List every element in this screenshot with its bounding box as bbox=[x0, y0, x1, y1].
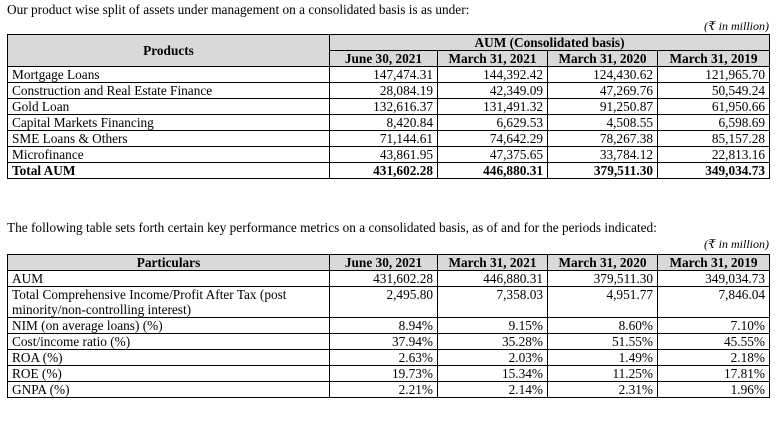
unit-note-table2: (₹ in million) bbox=[704, 237, 769, 251]
cell-value: 2.18% bbox=[658, 350, 770, 366]
header-period: March 31, 2020 bbox=[548, 255, 658, 271]
cell-value: 19.73% bbox=[330, 366, 438, 382]
cell-value: 1.96% bbox=[658, 382, 770, 398]
cell-value: 131,491.32 bbox=[438, 99, 548, 115]
table-row bbox=[8, 287, 770, 318]
aum-table bbox=[7, 34, 770, 179]
cell-value: 6,598.69 bbox=[658, 115, 770, 131]
cell-value: 431,602.28 bbox=[330, 271, 438, 287]
cell-value: 2,495.80 bbox=[330, 287, 438, 318]
cell-value: 6,629.53 bbox=[438, 115, 548, 131]
cell-value: 7,358.03 bbox=[438, 287, 548, 318]
metrics-table bbox=[7, 254, 770, 398]
cell-value: 50,549.24 bbox=[658, 83, 770, 99]
cell-value: 71,144.61 bbox=[330, 131, 438, 147]
cell-value: 1.49% bbox=[548, 350, 658, 366]
table-row bbox=[8, 366, 770, 382]
row-label: NIM (on average loans) (%) bbox=[8, 318, 330, 334]
cell-value: 33,784.12 bbox=[548, 147, 658, 163]
table-row bbox=[8, 350, 770, 366]
cell-value: 8,420.84 bbox=[330, 115, 438, 131]
header-period: March 31, 2019 bbox=[658, 51, 770, 67]
total-value: 431,602.28 bbox=[330, 163, 438, 179]
intro-paragraph-metrics: The following table sets forth certain key performance metrics on a consolidated basis, as of and for the periods indicated: bbox=[7, 220, 657, 235]
table-row bbox=[8, 115, 770, 131]
cell-value: 379,511.30 bbox=[548, 271, 658, 287]
row-label: GNPA (%) bbox=[8, 382, 330, 398]
cell-value: 74,642.29 bbox=[438, 131, 548, 147]
header-period: June 30, 2021 bbox=[330, 255, 438, 271]
table-row bbox=[8, 334, 770, 350]
row-label: Total Comprehensive Income/Profit After Tax (post minority/non-controlling interest) bbox=[8, 287, 330, 318]
cell-value: 349,034.73 bbox=[658, 271, 770, 287]
cell-value: 7.10% bbox=[658, 318, 770, 334]
header-products: Products bbox=[8, 35, 330, 67]
cell-value: 2.14% bbox=[438, 382, 548, 398]
header-period: June 30, 2021 bbox=[330, 51, 438, 67]
row-label: ROE (%) bbox=[8, 366, 330, 382]
cell-value: 35.28% bbox=[438, 334, 548, 350]
cell-value: 37.94% bbox=[330, 334, 438, 350]
cell-value: 15.34% bbox=[438, 366, 548, 382]
row-label: SME Loans & Others bbox=[8, 131, 330, 147]
cell-value: 91,250.87 bbox=[548, 99, 658, 115]
row-label: Gold Loan bbox=[8, 99, 330, 115]
header-period: March 31, 2019 bbox=[658, 255, 770, 271]
cell-value: 42,349.09 bbox=[438, 83, 548, 99]
cell-value: 51.55% bbox=[548, 334, 658, 350]
cell-value: 147,474.31 bbox=[330, 67, 438, 83]
row-label: AUM bbox=[8, 271, 330, 287]
table-row bbox=[8, 83, 770, 99]
cell-value: 2.31% bbox=[548, 382, 658, 398]
table-row bbox=[8, 318, 770, 334]
cell-value: 8.94% bbox=[330, 318, 438, 334]
cell-value: 132,616.37 bbox=[330, 99, 438, 115]
row-label: ROA (%) bbox=[8, 350, 330, 366]
row-label: Cost/income ratio (%) bbox=[8, 334, 330, 350]
cell-value: 17.81% bbox=[658, 366, 770, 382]
table-row bbox=[8, 147, 770, 163]
header-particulars: Particulars bbox=[8, 255, 330, 271]
cell-value: 121,965.70 bbox=[658, 67, 770, 83]
row-label: Capital Markets Financing bbox=[8, 115, 330, 131]
row-label: Mortgage Loans bbox=[8, 67, 330, 83]
total-label: Total AUM bbox=[8, 163, 330, 179]
total-value: 446,880.31 bbox=[438, 163, 548, 179]
cell-value: 43,861.95 bbox=[330, 147, 438, 163]
row-label: Microfinance bbox=[8, 147, 330, 163]
cell-value: 47,375.65 bbox=[438, 147, 548, 163]
header-period: March 31, 2021 bbox=[438, 255, 548, 271]
cell-value: 8.60% bbox=[548, 318, 658, 334]
row-label: Construction and Real Estate Finance bbox=[8, 83, 330, 99]
cell-value: 4,951.77 bbox=[548, 287, 658, 318]
total-value: 379,511.30 bbox=[548, 163, 658, 179]
cell-value: 124,430.62 bbox=[548, 67, 658, 83]
table-row bbox=[8, 382, 770, 398]
cell-value: 47,269.76 bbox=[548, 83, 658, 99]
cell-value: 28,084.19 bbox=[330, 83, 438, 99]
cell-value: 2.21% bbox=[330, 382, 438, 398]
total-value: 349,034.73 bbox=[658, 163, 770, 179]
cell-value: 9.15% bbox=[438, 318, 548, 334]
cell-value: 22,813.16 bbox=[658, 147, 770, 163]
cell-value: 85,157.28 bbox=[658, 131, 770, 147]
unit-note-table1: (₹ in million) bbox=[704, 19, 769, 33]
cell-value: 144,392.42 bbox=[438, 67, 548, 83]
cell-value: 11.25% bbox=[548, 366, 658, 382]
cell-value: 446,880.31 bbox=[438, 271, 548, 287]
cell-value: 2.03% bbox=[438, 350, 548, 366]
cell-value: 7,846.04 bbox=[658, 287, 770, 318]
header-aum-group: AUM (Consolidated basis) bbox=[330, 35, 770, 51]
intro-paragraph-aum: Our product wise split of assets under management on a consolidated basis is as under: bbox=[7, 2, 470, 17]
table-row bbox=[8, 131, 770, 147]
total-row bbox=[8, 163, 770, 179]
header-period: March 31, 2020 bbox=[548, 51, 658, 67]
cell-value: 78,267.38 bbox=[548, 131, 658, 147]
table-row bbox=[8, 271, 770, 287]
table-row bbox=[8, 67, 770, 83]
header-period: March 31, 2021 bbox=[438, 51, 548, 67]
cell-value: 45.55% bbox=[658, 334, 770, 350]
cell-value: 2.63% bbox=[330, 350, 438, 366]
cell-value: 4,508.55 bbox=[548, 115, 658, 131]
table-row bbox=[8, 99, 770, 115]
cell-value: 61,950.66 bbox=[658, 99, 770, 115]
